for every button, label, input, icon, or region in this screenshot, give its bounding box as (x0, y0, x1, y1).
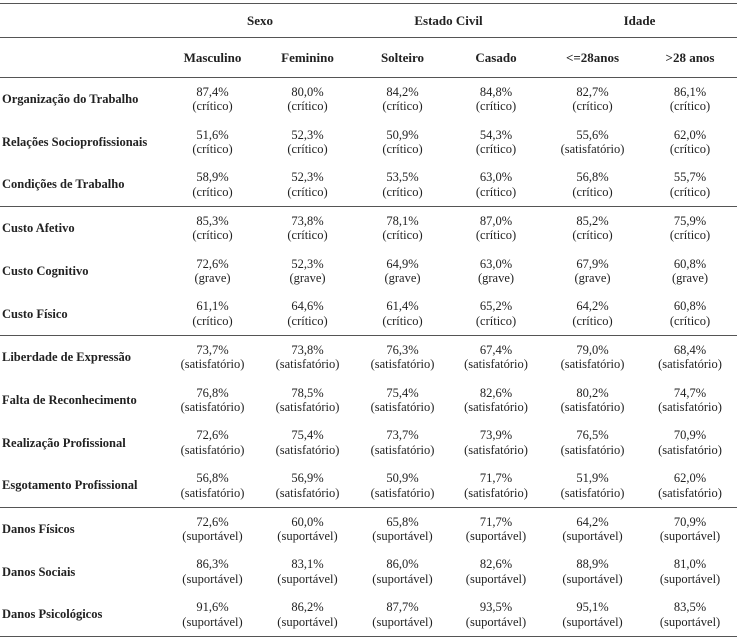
cell-percentage: 80,0% (291, 84, 324, 99)
cell-percentage: 86,3% (196, 557, 229, 572)
cell-qualifier: (satisfatório) (370, 357, 435, 372)
cell-percentage: 82,7% (576, 84, 609, 99)
cell-qualifier: (grave) (384, 271, 421, 286)
table-row (0, 250, 737, 293)
cell-percentage: 68,4% (673, 342, 707, 357)
table-cell (165, 379, 260, 422)
cell-qualifier: (crítico) (669, 142, 711, 157)
table-cell (355, 121, 450, 164)
cell-qualifier: (satisfatório) (275, 357, 340, 372)
cell-qualifier: (grave) (289, 271, 326, 286)
table-cell (450, 422, 542, 465)
cell-percentage: 86,0% (386, 557, 419, 572)
cell-percentage: 60,0% (291, 514, 324, 529)
cell-percentage: 50,9% (386, 471, 419, 486)
cell-qualifier: (satisfatório) (658, 357, 722, 372)
table-row (0, 163, 737, 206)
cell-qualifier: (crítico) (192, 184, 233, 199)
cell-qualifier: (satisfatório) (560, 357, 625, 372)
table-cell (165, 78, 260, 121)
table-cell (450, 250, 542, 293)
cell-qualifier: (grave) (671, 271, 709, 286)
cell-percentage: 73,9% (479, 428, 513, 443)
table-cell (260, 464, 355, 507)
table-cell (542, 336, 643, 379)
cell-qualifier: (suportável) (372, 571, 433, 586)
cell-qualifier: (suportável) (182, 571, 243, 586)
cell-percentage: 72,6% (196, 514, 229, 529)
cell-qualifier: (suportável) (182, 614, 243, 629)
cell-percentage: 52,3% (291, 256, 324, 271)
table-cell (643, 163, 737, 206)
cell-qualifier: (crítico) (192, 228, 233, 243)
row-label: Esgotamento Profissional (2, 478, 138, 493)
table-row (0, 507, 737, 550)
cell-percentage: 55,6% (576, 127, 609, 142)
cell-qualifier: (crítico) (382, 99, 423, 114)
cell-percentage: 80,2% (576, 385, 609, 400)
table-cell (542, 507, 643, 550)
cell-percentage: 73,8% (291, 213, 324, 228)
table-cell (643, 250, 737, 293)
table-row (0, 78, 737, 121)
table-cell (643, 422, 737, 465)
cell-percentage: 70,9% (673, 428, 707, 443)
table-cell (260, 163, 355, 206)
table-cell (355, 551, 450, 594)
cell-qualifier: (satisfatório) (180, 485, 245, 500)
cell-percentage: 86,1% (673, 84, 707, 99)
table-cell (165, 292, 260, 335)
table-cell (450, 78, 542, 121)
cell-percentage: 75,9% (673, 213, 707, 228)
table-cell (260, 507, 355, 550)
cell-qualifier: (satisfatório) (275, 485, 340, 500)
cell-qualifier: (crítico) (572, 184, 613, 199)
cell-percentage: 73,7% (386, 428, 419, 443)
cell-percentage: 87,7% (386, 600, 419, 615)
header-corner-sub (0, 38, 165, 78)
cell-percentage: 64,2% (576, 299, 609, 314)
cell-percentage: 88,9% (576, 557, 609, 572)
cell-qualifier: (suportável) (562, 571, 623, 586)
table-cell (643, 551, 737, 594)
cell-qualifier: (satisfatório) (464, 400, 528, 415)
cell-percentage: 91,6% (196, 600, 229, 615)
table-cell (260, 593, 355, 636)
table-cell (542, 250, 643, 293)
cell-percentage: 82,6% (479, 557, 513, 572)
cell-percentage: 51,9% (576, 471, 609, 486)
cell-percentage: 56,8% (196, 471, 229, 486)
table-cell (643, 336, 737, 379)
cell-percentage: 64,9% (386, 256, 419, 271)
column-header-casado: Casado (450, 38, 542, 78)
table-cell (165, 250, 260, 293)
cell-qualifier: (grave) (477, 271, 515, 286)
cell-percentage: 65,8% (386, 514, 419, 529)
table-cell (165, 163, 260, 206)
table-cell (450, 507, 542, 550)
table-cell (643, 464, 737, 507)
table-cell (643, 379, 737, 422)
cell-qualifier: (satisfatório) (370, 485, 435, 500)
column-header-row (0, 38, 737, 78)
cell-qualifier: (satisfatório) (370, 442, 435, 457)
cell-qualifier: (suportável) (277, 614, 338, 629)
cell-qualifier: (suportável) (659, 614, 721, 629)
row-label: Danos Psicológicos (0, 593, 165, 636)
table-cell (355, 78, 450, 121)
cell-percentage: 79,0% (576, 342, 609, 357)
cell-percentage: 85,2% (576, 213, 609, 228)
table-cell (165, 207, 260, 250)
cell-percentage: 82,6% (479, 385, 513, 400)
cell-percentage: 87,4% (196, 84, 229, 99)
table-cell (643, 207, 737, 250)
table-cell (450, 207, 542, 250)
table-cell (450, 163, 542, 206)
cell-qualifier: (suportável) (277, 529, 338, 544)
table-cell (355, 379, 450, 422)
cell-percentage: 53,5% (386, 170, 419, 185)
cell-qualifier: (satisfatório) (658, 485, 722, 500)
cell-percentage: 60,8% (673, 256, 707, 271)
cell-qualifier: (crítico) (669, 228, 711, 243)
cell-qualifier: (suportável) (465, 571, 527, 586)
table-cell (450, 379, 542, 422)
table-cell (355, 250, 450, 293)
table-cell (260, 250, 355, 293)
table-row (0, 551, 737, 594)
cell-percentage: 84,8% (479, 84, 513, 99)
cell-qualifier: (suportável) (277, 571, 338, 586)
cell-qualifier: (crítico) (287, 184, 328, 199)
cell-percentage: 87,0% (479, 213, 513, 228)
cell-percentage: 54,3% (479, 127, 513, 142)
cell-percentage: 56,8% (576, 170, 609, 185)
table-cell (355, 207, 450, 250)
cell-percentage: 86,2% (291, 600, 324, 615)
table-cell (355, 422, 450, 465)
table-cell (260, 422, 355, 465)
cell-percentage: 51,6% (196, 127, 229, 142)
table-cell (355, 163, 450, 206)
cell-qualifier: (satisfatório) (464, 485, 528, 500)
cell-percentage: 62,0% (673, 471, 707, 486)
cell-percentage: 83,1% (291, 557, 324, 572)
table-cell (542, 78, 643, 121)
cell-percentage: 65,2% (479, 299, 513, 314)
cell-percentage: 61,4% (386, 299, 419, 314)
cell-qualifier: (crítico) (287, 99, 328, 114)
table-cell (260, 336, 355, 379)
row-label: Custo Físico (2, 306, 68, 321)
table-cell (450, 292, 542, 335)
cell-percentage: 76,8% (196, 385, 229, 400)
cell-qualifier: (crítico) (572, 313, 613, 328)
cell-qualifier: (satisfatório) (275, 442, 340, 457)
group-header-idade: Idade (542, 4, 737, 38)
column-header-masculino: Masculino (165, 38, 260, 78)
cell-percentage: 71,7% (479, 514, 513, 529)
cell-qualifier: (suportável) (465, 529, 527, 544)
cell-qualifier: (suportável) (562, 529, 623, 544)
cell-percentage: 95,1% (576, 600, 609, 615)
table-cell (542, 593, 643, 636)
row-label: Liberdade de Expressão (0, 336, 165, 379)
table-cell (355, 593, 450, 636)
cell-percentage: 52,3% (291, 127, 324, 142)
column-header-feminino: Feminino (260, 38, 355, 78)
cell-percentage: 55,7% (673, 170, 707, 185)
cell-percentage: 67,9% (576, 256, 609, 271)
cell-percentage: 78,5% (291, 385, 324, 400)
cell-percentage: 61,1% (196, 299, 229, 314)
table-row (0, 292, 737, 335)
cell-percentage: 67,4% (479, 342, 513, 357)
cell-percentage: 72,6% (196, 256, 229, 271)
table-cell (542, 379, 643, 422)
cell-percentage: 70,9% (673, 514, 707, 529)
table-cell (542, 422, 643, 465)
cell-qualifier: (crítico) (192, 142, 233, 157)
cell-percentage: 76,3% (386, 342, 419, 357)
cell-qualifier: (crítico) (669, 313, 711, 328)
table-row (0, 207, 737, 250)
table-cell (542, 121, 643, 164)
cell-qualifier: (grave) (574, 271, 611, 286)
table-cell (643, 507, 737, 550)
group-header-estado-civil: Estado Civil (355, 4, 542, 38)
cell-qualifier: (satisfatório) (464, 442, 528, 457)
cell-qualifier: (suportável) (372, 614, 433, 629)
table-cell (260, 292, 355, 335)
cell-percentage: 85,3% (196, 213, 229, 228)
cell-percentage: 78,1% (386, 213, 419, 228)
cell-percentage: 75,4% (291, 428, 324, 443)
cell-qualifier: (crítico) (382, 313, 423, 328)
cell-percentage: 64,6% (291, 299, 324, 314)
row-label: Custo Afetivo (0, 207, 165, 250)
cell-percentage: 52,3% (291, 170, 324, 185)
cell-qualifier: (satisfatório) (180, 442, 245, 457)
cell-qualifier: (satisfatório) (658, 400, 722, 415)
row-label: Organização do Trabalho (2, 92, 139, 107)
cell-qualifier: (crítico) (475, 142, 517, 157)
table-cell (260, 551, 355, 594)
cell-qualifier: (satisfatório) (560, 400, 625, 415)
cell-qualifier: (satisfatório) (560, 485, 625, 500)
cell-qualifier: (suportável) (659, 571, 721, 586)
cell-qualifier: (crítico) (192, 99, 233, 114)
cell-qualifier: (crítico) (287, 313, 328, 328)
cell-percentage: 93,5% (479, 600, 513, 615)
cell-percentage: 63,0% (479, 170, 513, 185)
cell-qualifier: (satisfatório) (464, 357, 528, 372)
cell-percentage: 50,9% (386, 127, 419, 142)
row-label: Danos Sociais (2, 564, 76, 579)
cell-qualifier: (suportável) (659, 529, 721, 544)
cell-percentage: 73,8% (291, 342, 324, 357)
cell-percentage: 81,0% (673, 557, 707, 572)
table-cell (450, 121, 542, 164)
table-cell (260, 207, 355, 250)
group-header-sexo: Sexo (165, 4, 355, 38)
column-header-age-old: >28 anos (643, 38, 737, 78)
cell-percentage: 58,9% (196, 170, 229, 185)
cell-qualifier: (suportável) (372, 529, 433, 544)
table-cell (450, 551, 542, 594)
cell-qualifier: (crítico) (669, 184, 711, 199)
cell-qualifier: (suportável) (562, 614, 623, 629)
table-cell (355, 507, 450, 550)
table-body (0, 78, 737, 637)
table-cell (355, 292, 450, 335)
table-cell (355, 464, 450, 507)
cell-percentage: 76,5% (576, 428, 609, 443)
cell-qualifier: (crítico) (287, 142, 328, 157)
cell-qualifier: (crítico) (192, 313, 233, 328)
table-cell (165, 551, 260, 594)
table-row (0, 593, 737, 636)
table-cell (643, 292, 737, 335)
cell-qualifier: (satisfatório) (560, 142, 625, 157)
row-label: Condições de Trabalho (2, 177, 125, 192)
table-cell (260, 379, 355, 422)
row-label: Realização Profissional (2, 435, 126, 450)
cell-percentage: 84,2% (386, 84, 419, 99)
cell-qualifier: (crítico) (669, 99, 711, 114)
cell-qualifier: (grave) (194, 271, 231, 286)
cell-percentage: 74,7% (673, 385, 707, 400)
cell-qualifier: (satisfatório) (180, 400, 245, 415)
table-cell (165, 422, 260, 465)
cell-percentage: 75,4% (386, 385, 419, 400)
results-table (0, 3, 737, 637)
table-cell (165, 507, 260, 550)
cell-percentage: 56,9% (291, 471, 324, 486)
cell-qualifier: (satisfatório) (560, 442, 625, 457)
cell-qualifier: (crítico) (572, 99, 613, 114)
cell-qualifier: (crítico) (572, 228, 613, 243)
table-cell (542, 163, 643, 206)
cell-qualifier: (satisfatório) (180, 357, 245, 372)
cell-percentage: 60,8% (673, 299, 707, 314)
cell-qualifier: (crítico) (287, 228, 328, 243)
cell-percentage: 63,0% (479, 256, 513, 271)
table-cell (450, 593, 542, 636)
table-cell (165, 121, 260, 164)
table-cell (260, 78, 355, 121)
table-cell (542, 464, 643, 507)
table-cell (165, 464, 260, 507)
cell-percentage: 72,6% (196, 428, 229, 443)
header-corner (0, 4, 165, 38)
table-cell (643, 78, 737, 121)
table-row (0, 464, 737, 507)
cell-qualifier: (crítico) (382, 184, 423, 199)
table-header (0, 4, 737, 78)
cell-qualifier: (suportável) (182, 529, 243, 544)
cell-qualifier: (satisfatório) (275, 400, 340, 415)
table-row (0, 121, 737, 164)
cell-qualifier: (crítico) (475, 99, 517, 114)
cell-qualifier: (crítico) (475, 313, 517, 328)
cell-qualifier: (suportável) (465, 614, 527, 629)
table-row (0, 336, 737, 379)
table-cell (542, 551, 643, 594)
table-row (0, 379, 737, 422)
table-cell (542, 207, 643, 250)
table-cell (355, 336, 450, 379)
cell-percentage: 62,0% (673, 127, 707, 142)
table-cell (643, 121, 737, 164)
cell-qualifier: (crítico) (475, 184, 517, 199)
cell-percentage: 64,2% (576, 514, 609, 529)
table-cell (165, 593, 260, 636)
table-cell (165, 336, 260, 379)
cell-qualifier: (satisfatório) (370, 400, 435, 415)
column-header-solteiro: Solteiro (355, 38, 450, 78)
row-label: Custo Cognitivo (2, 263, 89, 278)
group-header-row (0, 4, 737, 38)
row-label: Danos Físicos (0, 507, 165, 550)
column-header-age-young: <=28anos (542, 38, 643, 78)
table-cell (450, 336, 542, 379)
table-cell (643, 593, 737, 636)
cell-qualifier: (crítico) (382, 142, 423, 157)
table-cell (450, 464, 542, 507)
cell-percentage: 83,5% (673, 600, 707, 615)
row-label: Falta de Reconhecimento (2, 392, 137, 407)
table-row (0, 422, 737, 465)
cell-qualifier: (crítico) (475, 228, 517, 243)
table-cell (260, 121, 355, 164)
cell-percentage: 71,7% (479, 471, 513, 486)
cell-qualifier: (satisfatório) (658, 442, 722, 457)
cell-percentage: 73,7% (196, 342, 229, 357)
cell-qualifier: (crítico) (382, 228, 423, 243)
table-cell (542, 292, 643, 335)
row-label: Relações Socioprofissionais (2, 134, 148, 149)
